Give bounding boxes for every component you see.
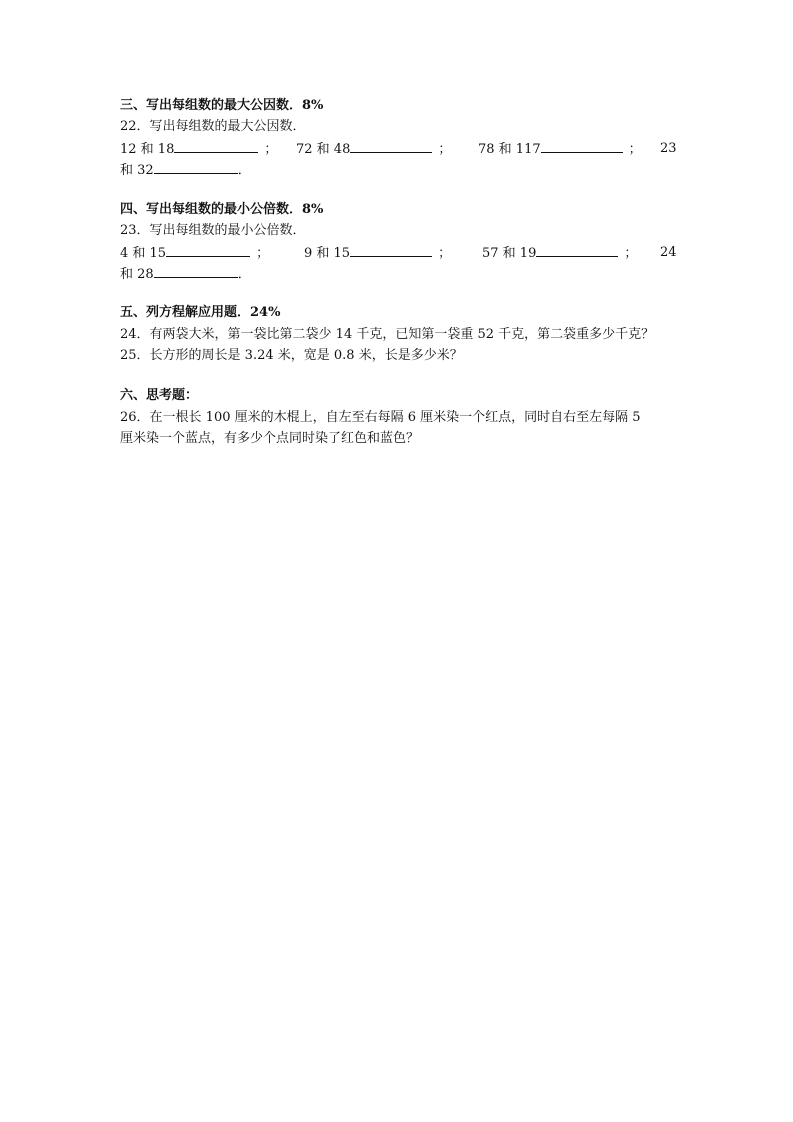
lcm-pair-4 — [660, 243, 677, 263]
pair-label: 72 和 48 — [296, 142, 351, 157]
pair-label: 78 和 117 — [478, 142, 541, 157]
semicolon: ； — [628, 142, 642, 157]
section-3-heading: 三、写出每组数的最大公因数．8% — [120, 98, 324, 113]
semicolon: ； — [264, 142, 278, 157]
period: ． — [237, 163, 251, 178]
answer-blank[interactable] — [541, 139, 623, 153]
period: ． — [237, 267, 251, 282]
section-6-heading: 六、思考题： — [120, 388, 199, 403]
semicolon: ； — [438, 142, 452, 157]
answer-blank[interactable] — [174, 139, 258, 153]
lcm-pair-3 — [482, 243, 637, 264]
pair-label: 24 — [660, 245, 677, 260]
answer-blank[interactable] — [536, 243, 618, 257]
lcm-pair-4-cont — [120, 264, 251, 285]
gcd-pair-2 — [296, 139, 451, 160]
gcd-pair-3 — [478, 139, 642, 160]
pair-label: 9 和 15 — [304, 246, 351, 261]
gcd-pair-1 — [120, 139, 277, 160]
section-5-heading: 五、列方程解应用题．24% — [120, 305, 281, 320]
pair-label: 和 28 — [120, 267, 154, 282]
pair-label: 4 和 15 — [120, 246, 167, 261]
question-26-line-1: 26．在一根长 100 厘米的木棍上，自左至右每隔 6 厘米染一个红点，同时自右至左每隔 5 — [120, 410, 641, 425]
answer-blank[interactable] — [350, 243, 432, 257]
question-26-line-2: 厘米染一个蓝点，有多少个点同时染了红色和蓝色？ — [120, 431, 420, 446]
question-22: 22．写出每组数的最大公因数． — [120, 119, 306, 134]
pair-label: 和 32 — [120, 163, 154, 178]
pair-label: 12 和 18 — [120, 142, 175, 157]
semicolon: ； — [256, 246, 270, 261]
lcm-pair-2 — [304, 243, 451, 264]
gcd-pair-4-cont — [120, 160, 251, 181]
answer-blank[interactable] — [350, 139, 432, 153]
answer-blank[interactable] — [154, 160, 238, 174]
semicolon: ； — [624, 246, 638, 261]
pair-label: 23 — [660, 141, 677, 156]
question-25: 25．长方形的周长是 3.24 米，宽是 0.8 米，长是多少米？ — [120, 348, 463, 363]
pair-label: 57 和 19 — [482, 246, 537, 261]
answer-blank[interactable] — [166, 243, 250, 257]
answer-blank[interactable] — [154, 264, 238, 278]
section-4-heading: 四、写出每组数的最小公倍数．8% — [120, 202, 324, 217]
question-23: 23．写出每组数的最小公倍数． — [120, 223, 306, 238]
gcd-pair-4 — [660, 139, 677, 159]
lcm-pair-1 — [120, 243, 269, 264]
question-24: 24．有两袋大米，第一袋比第二袋少 14 千克，已知第一袋重 52 千克，第二袋重多少千克？ — [120, 327, 655, 342]
semicolon: ； — [438, 246, 452, 261]
